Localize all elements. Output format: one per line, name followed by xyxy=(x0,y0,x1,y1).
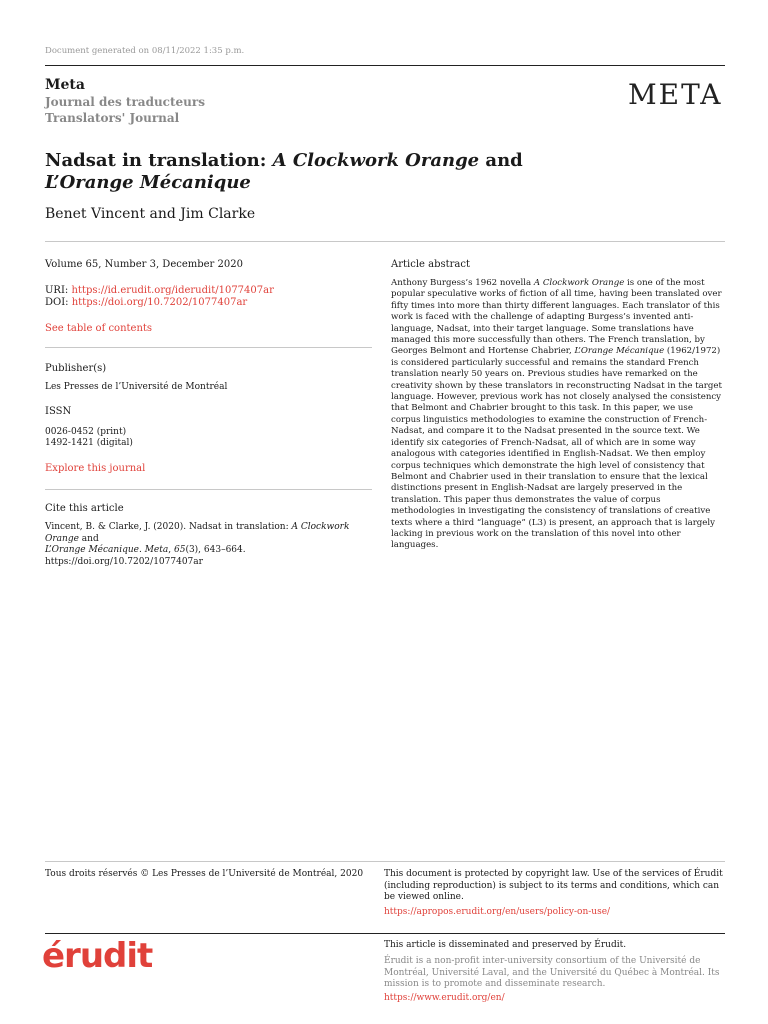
toc-link[interactable]: See table of contents xyxy=(45,323,153,334)
title-italic-1: A Clockwork Orange xyxy=(272,150,480,171)
uri-link[interactable]: https://id.erudit.org/iderudit/1077407ar xyxy=(71,285,274,296)
article-authors: Benet Vincent and Jim Clarke xyxy=(45,206,256,222)
journal-name: Meta xyxy=(45,77,85,93)
erudit-logo: érudit xyxy=(42,936,153,976)
issn-print: 0026-0452 (print) xyxy=(45,427,127,437)
cite-text-4: , xyxy=(168,545,174,555)
rights-notice: Tous droits réservés © Les Presses de l’Université de Montréal, 2020 xyxy=(45,869,364,879)
cite-text-3: . xyxy=(138,545,145,555)
abstract-heading: Article abstract xyxy=(391,259,470,270)
cite-text-2: and xyxy=(78,533,99,544)
issn-heading: ISSN xyxy=(45,406,72,417)
abstract-part-3: (1962/1972) is considered particularly successful and remains the standard French translation nearly 50 years on. Previous studies have remarked on the creativity shown by these translators in reconstructing Nadsat in the target language. However, previous work has not closely analysed the consistency that Belmont and Chabrier brought to this task. In this paper, we use corpus linguistics methodologies to examine the construction of French-Nadsat, and compare it to the Nadsat presented in the source text. We identify six categories of French-Nadsat, all of which are in some way analogous with categories identified in English-Nadsat. We then employ corpus techniques which demonstrate the high level of consistency that Belmont and Chabrier used in their translation to ensure that the lexical distinctions present in English-Nadsat are largely preserved in the translation. This paper thus demonstrates the value of corpus methodologies in investigating the consistency of translations of creative texts where a third “language” (L3) is present, an approach that is largely lacking in previous work on the translation of this novel into other languages. xyxy=(391,346,722,551)
generated-date: Document generated on 08/11/2022 1:35 p.m. xyxy=(45,46,245,56)
citation xyxy=(45,522,375,568)
erudit-description: Érudit is a non-profit inter-university consortium of the Université de Montréal, Université Laval, and the Université du Québec à Montréal. Its mission is to promote and disseminate research. xyxy=(384,956,720,989)
uri-line xyxy=(45,285,274,296)
copyright-notice: This document is protected by copyright law. Use of the services of Érudit (including reproduction) is subject to its terms and conditions, which can be viewed online. xyxy=(384,869,723,902)
issn-digital: 1492-1421 (digital) xyxy=(45,438,133,448)
doi-label: DOI: xyxy=(45,297,72,308)
doi-line xyxy=(45,297,247,308)
rule-1 xyxy=(45,347,372,348)
volume-info: Volume 65, Number 3, December 2020 xyxy=(45,259,243,270)
uri-label: URI: xyxy=(45,285,72,296)
citation-line-2 xyxy=(45,545,375,568)
footer-rule-dark xyxy=(45,933,725,934)
footer-rule xyxy=(45,861,725,862)
policy-link[interactable]: https://apropos.erudit.org/en/users/policy-on-use/ xyxy=(384,907,611,917)
cite-text-5: (3), 643–664. https://doi.org/10.7202/1077407ar xyxy=(45,545,246,567)
abstract-text xyxy=(391,278,725,552)
publisher-heading: Publisher(s) xyxy=(45,363,107,374)
cite-italic-2: L’Orange Mécanique xyxy=(45,545,139,555)
cite-heading: Cite this article xyxy=(45,503,124,514)
title-italic-2: L’Orange Mécanique xyxy=(45,172,251,193)
title-and: and xyxy=(479,150,523,171)
erudit-link[interactable]: https://www.erudit.org/en/ xyxy=(384,993,505,1003)
rule-2 xyxy=(45,489,372,490)
publisher-name: Les Presses de l’Université de Montréal xyxy=(45,382,228,392)
citation-line-1 xyxy=(45,522,375,545)
journal-subtitle-fr: Journal des traducteurs xyxy=(45,95,205,109)
abstract-italic-2: L’Orange Mécanique xyxy=(574,346,665,357)
journal-subtitle-en: Translators' Journal xyxy=(45,111,180,125)
title-rule xyxy=(45,241,725,242)
abstract-italic-1: A Clockwork Orange xyxy=(533,278,625,288)
title-plain: Nadsat in translation: xyxy=(45,150,273,171)
cite-italic-4: 65 xyxy=(173,545,186,555)
article-title xyxy=(45,150,605,194)
doi-link[interactable]: https://doi.org/10.7202/1077407ar xyxy=(71,297,248,308)
header-rule xyxy=(45,65,725,66)
abstract-part-1: Anthony Burgess’s 1962 novella xyxy=(391,278,534,288)
explore-journal-link[interactable]: Explore this journal xyxy=(45,463,146,474)
meta-logo: META xyxy=(628,78,723,111)
cite-italic-3: Meta xyxy=(144,545,169,555)
abstract-part-2: is one of the most popular speculative works of fiction of all time, having been translated over fifty times into more than thirty different languages. Each translator of this work is faced with the challenge of adapting Burgess’s invented anti-language, Nadsat, into their target language. Some translations have managed this more successfully than others. The French translation, by Georges Belmont and Hortense Chabrier, xyxy=(391,278,722,357)
cite-italic-1: A Clockwork Orange xyxy=(45,522,350,544)
cite-text-1: Vincent, B. & Clarke, J. (2020). Nadsat in translation: xyxy=(45,522,292,532)
disseminated-notice: This article is disseminated and preserved by Érudit. xyxy=(384,940,627,950)
